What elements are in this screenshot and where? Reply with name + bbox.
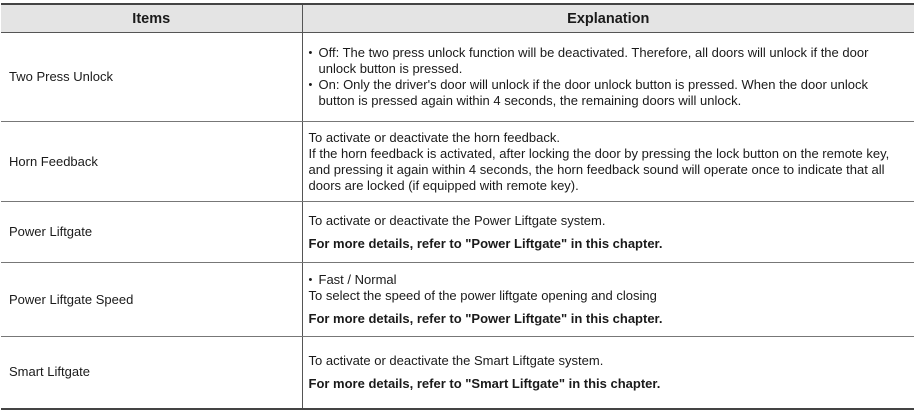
table-row bbox=[1, 33, 914, 122]
bullet-line bbox=[309, 272, 903, 288]
bullet-text: Off: The two press unlock function will be deactivated. Therefore, all doors will unlock if the door unlock button is pressed. bbox=[318, 45, 869, 76]
table-row bbox=[1, 122, 914, 202]
bullet-line bbox=[309, 77, 903, 109]
item-cell: Smart Liftgate bbox=[1, 337, 302, 409]
explanation-text: To activate or deactivate the Power Liftgate system. bbox=[308, 212, 606, 228]
explanation-cell bbox=[302, 33, 914, 122]
bullet-text: Fast / Normal bbox=[318, 272, 397, 287]
item-cell: Power Liftgate bbox=[1, 202, 302, 263]
table-row bbox=[1, 263, 914, 337]
explanation-text: If the horn feedback is activated, after locking the door by pressing the lock button on the remote key, and pressing it again within 4 seconds, the horn feedback sound will operate once to indicate that all doors are locked (if equipped with remote key). bbox=[308, 145, 890, 193]
table-row bbox=[1, 337, 914, 409]
item-cell: Two Press Unlock bbox=[1, 33, 302, 122]
item-cell: Horn Feedback bbox=[1, 122, 302, 202]
bullet-icon: • bbox=[308, 47, 313, 59]
header-items: Items bbox=[1, 4, 302, 33]
table-header-row bbox=[1, 4, 914, 33]
reference-note: For more details, refer to "Power Liftgate" in this chapter. bbox=[308, 235, 663, 251]
bullet-icon: • bbox=[308, 79, 313, 91]
reference-note: For more details, refer to "Power Liftgate" in this chapter. bbox=[308, 311, 663, 326]
explanation-cell bbox=[302, 202, 914, 263]
bullet-text: On: Only the driver's door will unlock if the door unlock button is pressed. When the door unlock button is pressed again within 4 seconds, the remaining doors will unlock. bbox=[318, 77, 868, 108]
table-row bbox=[1, 202, 914, 263]
reference-note: For more details, refer to "Smart Liftgate" in this chapter. bbox=[308, 375, 661, 391]
explanation-cell bbox=[302, 122, 914, 202]
explanation-text: To activate or deactivate the Smart Liftgate system. bbox=[308, 352, 604, 368]
explanation-cell bbox=[302, 337, 914, 409]
explanation-cell bbox=[302, 263, 914, 337]
bullet-icon: • bbox=[308, 274, 313, 286]
explanation-text: To select the speed of the power liftgate opening and closing bbox=[308, 288, 657, 303]
bullet-line bbox=[309, 45, 903, 77]
header-explanation: Explanation bbox=[302, 4, 914, 33]
settings-table bbox=[1, 3, 914, 410]
item-cell: Power Liftgate Speed bbox=[1, 263, 302, 337]
explanation-text: To activate or deactivate the horn feedback. bbox=[308, 129, 560, 145]
